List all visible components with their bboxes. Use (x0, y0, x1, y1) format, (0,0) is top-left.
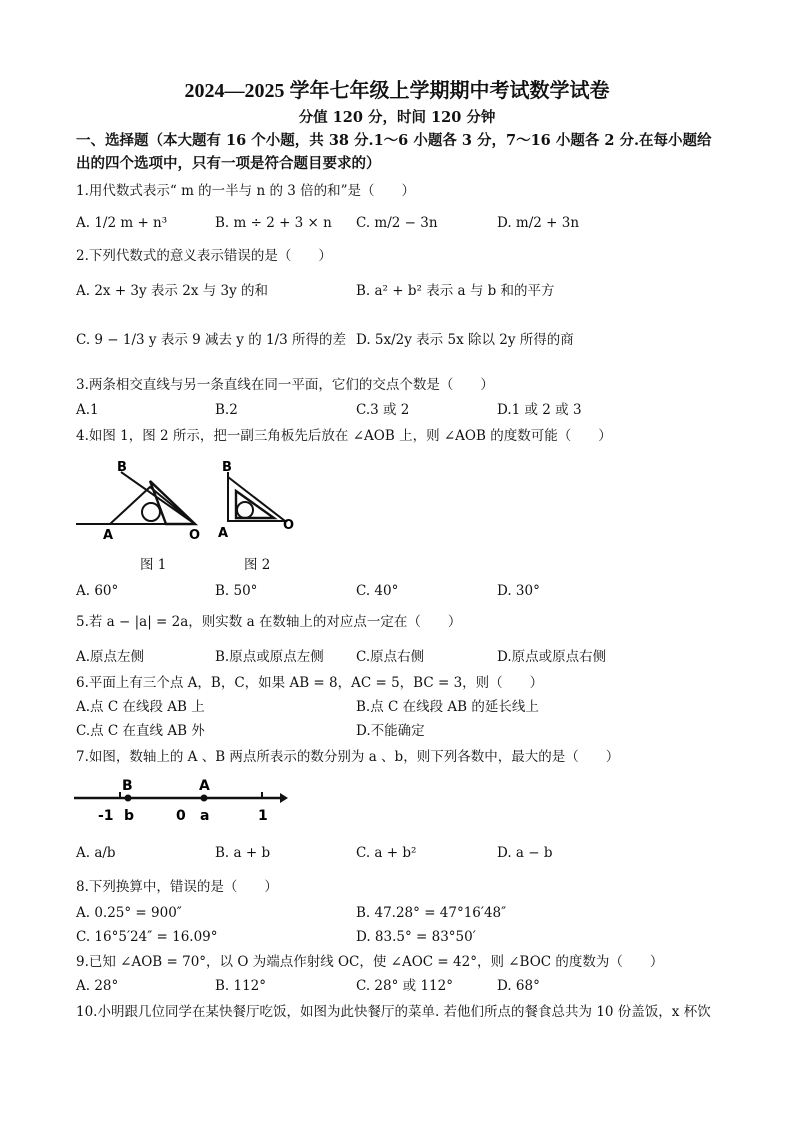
figure-2-diagram (228, 472, 285, 521)
q8-option-d: D. 83.5° = 83°50′ (356, 929, 476, 945)
q1-option-a: A. 1/2 m + n³ (76, 215, 168, 231)
q7-stem: 7.如图，数轴上的 A 、B 两点所表示的数分别为 a 、b，则下列各数中，最大的是（ ） (76, 749, 620, 765)
q6-option-a: A.点 C 在线段 AB 上 (76, 699, 205, 715)
fig2-label-b: B (222, 460, 232, 475)
q6-option-b: B.点 C 在线段 AB 的延长线上 (356, 699, 539, 715)
label-a-upper: A (199, 778, 210, 794)
triangle-figures (70, 455, 310, 550)
point-b-dot (125, 795, 132, 802)
q8-stem: 8.下列换算中，错误的是（ ） (76, 879, 278, 895)
point-a-dot (201, 795, 208, 802)
q7-option-a: A. a/b (76, 845, 116, 861)
q1-stem: 1.用代数式表示“ m 的一半与 n 的 3 倍的和”是（ ） (76, 183, 416, 199)
q2-option-d: D. 5x/2y 表示 5x 除以 2y 所得的商 (356, 332, 574, 348)
q9-stem: 9.已知 ∠AOB = 70°，以 O 为端点作射线 OC，使 ∠AOC = 42°，则 ∠BOC 的度数为（ ） (76, 954, 664, 970)
q3-option-c: C.3 或 2 (356, 402, 410, 418)
q7-option-d: D. a − b (497, 845, 553, 861)
q4-option-c: C. 40° (356, 583, 399, 599)
label-one: 1 (258, 808, 268, 824)
fig2-label-a: A (218, 526, 229, 541)
fig1-label-a: A (103, 528, 114, 543)
q5-stem: 5.若 a − |a| = 2a，则实数 a 在数轴上的对应点一定在（ ） (76, 614, 462, 630)
section-heading-line2: 出的四个选项中，只有一项是符合题目要求的） (76, 155, 381, 172)
q10-stem: 10.小明跟几位同学在某快餐厅吃饭，如图为此快餐厅的菜单. 若他们所点的餐食总共为 10 份盖饭，x 杯饮 (76, 1004, 711, 1020)
q7-option-b: B. a + b (215, 845, 271, 861)
q3-option-b: B.2 (215, 402, 238, 418)
label-minus-one: -1 (98, 808, 114, 824)
q3-option-a: A.1 (76, 402, 99, 418)
label-zero: 0 (176, 808, 186, 824)
q1-option-b: B. m ÷ 2 + 3 × n (215, 215, 332, 231)
fig2-circle (237, 502, 253, 518)
q4-option-a: A. 60° (76, 583, 119, 599)
page-title: 2024—2025 学年七年级上学期期中考试数学试卷 (184, 80, 610, 102)
q9-option-d: D. 68° (497, 978, 540, 994)
q9-option-c: C. 28° 或 112° (356, 978, 453, 994)
fig2-label-o: O (283, 518, 295, 533)
q6-option-d: D.不能确定 (356, 723, 425, 739)
q6-stem: 6.平面上有三个点 A，B，C，如果 AB = 8，AC = 5，BC = 3，则（ ） (76, 675, 544, 691)
q8-option-c: C. 16°5′24″ = 16.09° (76, 929, 218, 945)
q4-fig1-caption: 图 1 (140, 557, 167, 573)
q2-option-a: A. 2x + 3y 表示 2x 与 3y 的和 (76, 283, 269, 299)
q5-option-a: A.原点左侧 (76, 649, 145, 665)
fig1-label-o: O (189, 528, 201, 543)
figure-1-diagram (76, 472, 195, 524)
q3-stem: 3.两条相交直线与另一条直线在同一平面，它们的交点个数是（ ） (76, 377, 494, 393)
q3-option-d: D.1 或 2 或 3 (497, 402, 582, 418)
page-subtitle: 分值 120 分，时间 120 分钟 (298, 109, 496, 126)
q4-fig2-caption: 图 2 (244, 557, 271, 573)
q9-option-a: A. 28° (76, 978, 119, 994)
number-line-figure (70, 776, 300, 826)
q4-option-b: B. 50° (215, 583, 258, 599)
fig1-circle (142, 503, 160, 521)
q4-stem: 4.如图 1，图 2 所示，把一副三角板先后放在 ∠AOB 上，则 ∠AOB 的度数可能（ ） (76, 428, 612, 444)
q5-option-b: B.原点或原点左侧 (215, 649, 324, 665)
number-line-arrow (280, 793, 288, 803)
q2-option-b: B. a² + b² 表示 a 与 b 和的平方 (356, 283, 555, 299)
q7-option-c: C. a + b² (356, 845, 417, 861)
label-b-upper: B (122, 778, 133, 794)
section-heading-line1: 一、选择题（本大题有 16 个小题，共 38 分.1～6 小题各 3 分，7～16 小题各 2 分.在每小题给 (76, 132, 712, 149)
q1-option-d: D. m/2 + 3n (497, 215, 580, 231)
q8-option-a: A. 0.25° = 900″ (76, 905, 182, 921)
label-b-lower: b (124, 808, 135, 824)
q5-option-c: C.原点右侧 (356, 649, 425, 665)
q2-option-c: C. 9 − 1/3 y 表示 9 减去 y 的 1/3 所得的差 (76, 332, 347, 348)
q5-option-d: D.原点或原点右侧 (497, 649, 607, 665)
q8-option-b: B. 47.28° = 47°16′48″ (356, 905, 507, 921)
label-a-lower: a (200, 808, 210, 824)
fig2-triangle-inner (236, 491, 274, 518)
fig1-triangle-inner (150, 481, 195, 524)
q2-stem: 2.下列代数式的意义表示错误的是（ ） (76, 248, 332, 264)
q4-option-d: D. 30° (497, 583, 540, 599)
q6-option-c: C.点 C 在直线 AB 外 (76, 723, 205, 739)
q9-option-b: B. 112° (215, 978, 267, 994)
q1-option-c: C. m/2 − 3n (356, 215, 438, 231)
fig1-label-b: B (117, 460, 127, 475)
fig1-triangle-outer (110, 487, 195, 524)
